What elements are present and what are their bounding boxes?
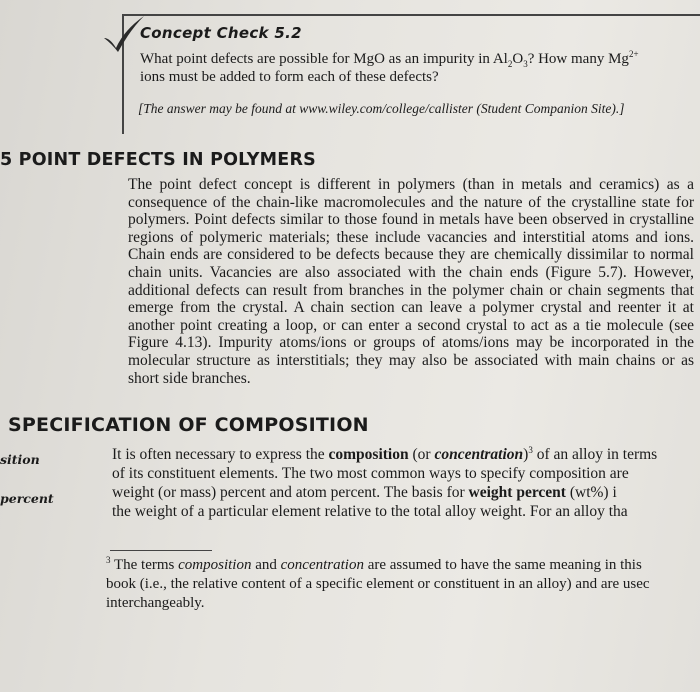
polymers-paragraph: The point defect concept is different in polymers (than in metals and ceramics) as a consequence of the chain-like macromolecules and the nature of the crystalline state for polymers. Point defects similar to those found in metals have been observed in crystalline regions of polymeric materials; these include vacancies and interstitial atoms and ions. Chain ends are considered to be defects because they are chemically dissimilar to normal chain units. Vacancies are also associated with the chain ends (Figure 5.7). However, additional defects can result from branches in the polymer chain or chain segments that emerge from the crystal. A chain section can leave a polymer crystal and reenter it at another point creating a loop, or can enter a second crystal to act as a tie molecule (see Figure 4.13). Impurity atoms/ions or groups of atoms/ions may be incorporated in the molecular structure as interstitials; they may also be associated with main chains or as short side branches. [128, 176, 694, 387]
footnote: $^3$ The terms composition and concentration are assumed to have the same meaning in this book (i.e., the relative content of a specific element or constituent in an alloy) and are usec interchangeably. [106, 555, 650, 611]
composition-paragraph: It is often necessary to express the composition (or concentration)$^3$ of an alloy in terms of its constituent elements. The two most common ways to specify composition are weight (or mass) percent and atom percent. The basis for weight percent (wt%) i the weight of a particular element relative to the total alloy weight. For an alloy tha [112, 444, 658, 520]
concept-check-question: What point defects are possible for MgO as an impurity in $Al_2O_3$? How many $Mg^{2+}$ ions must be added to form each of these defects? [140, 49, 639, 85]
margin-term-composition: sition [0, 452, 40, 467]
section-heading-polymers: 5 POINT DEFECTS IN POLYMERS [0, 150, 316, 170]
section-heading-composition: SPECIFICATION OF COMPOSITION [8, 414, 369, 436]
concept-check-title: Concept Check 5.2 [140, 24, 302, 42]
concept-check-answer: [The answer may be found at www.wiley.com/college/callister (Student Companion Site).] [138, 101, 625, 116]
footnote-rule [110, 550, 212, 551]
margin-term-weight-percent: percent [0, 491, 54, 506]
